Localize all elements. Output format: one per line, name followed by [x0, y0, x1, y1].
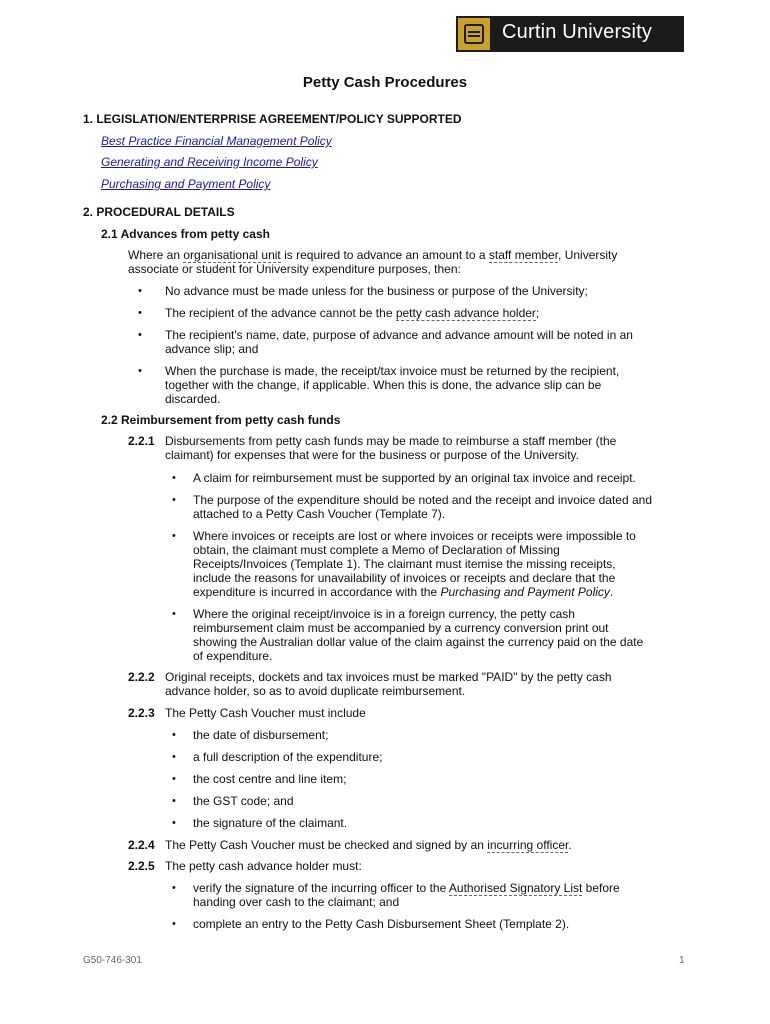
bullet-icon: •: [138, 329, 142, 341]
reimb-bullet-4-line-4: of expenditure.: [193, 649, 273, 663]
term-organisational-unit[interactable]: organisational unit: [183, 248, 281, 262]
voucher-item-2: a full description of the expenditure;: [193, 750, 383, 764]
bullet-icon: •: [172, 773, 176, 785]
page-title: Petty Cash Procedures: [302, 74, 468, 91]
document-code: G50-746-301: [83, 955, 142, 966]
reimb-bullet-3-line-5: [193, 585, 613, 599]
advance-bullet-3-line-1: The recipient's name, date, purpose of advance and advance amount will be noted in an: [165, 328, 633, 342]
bullet-icon: •: [172, 729, 176, 741]
bullet-icon: •: [138, 285, 142, 297]
advance-intro-line-2: associate or student for University expenditure purposes, then:: [128, 262, 461, 276]
logo-text: Curtin University: [502, 21, 653, 43]
reimb-bullet-3-line-4: include the reasons for unavailability of invoices or receipts and declare that the: [193, 571, 616, 585]
text-run: .: [609, 585, 614, 599]
advance-bullet-4-line-2: together with the change, if applicable. When this is done, the advance slip can be: [165, 378, 602, 392]
advance-bullet-4-line-1: When the purchase is made, the receipt/tax invoice must be returned by the recipient,: [165, 364, 620, 378]
term-authorised-signatory-list[interactable]: Authorised Signatory List: [448, 881, 583, 895]
advance-intro-line-1: [128, 248, 617, 262]
reimb-bullet-2-line-2: attached to a Petty Cash Voucher (Template 7).: [193, 507, 446, 521]
term-staff-member[interactable]: staff member: [488, 248, 559, 262]
page-number: 1: [679, 955, 685, 966]
reimb-bullet-3-line-1: Where invoices or receipts are lost or where invoices or receipts were impossible to: [193, 529, 636, 543]
bullet-icon: •: [172, 608, 176, 620]
text-run: .: [568, 838, 572, 852]
reimb-bullet-1: A claim for reimbursement must be supported by an original tax invoice and receipt.: [193, 471, 636, 485]
clause-number: 2.2.4: [128, 838, 155, 852]
section-1-heading: 1. LEGISLATION/ENTERPRISE AGREEMENT/POLICY SUPPORTED: [83, 112, 462, 126]
clause-number: 2.2.3: [128, 706, 155, 720]
policy-link-2[interactable]: Generating and Receiving Income Policy: [101, 155, 318, 169]
bullet-icon: •: [172, 472, 176, 484]
crest-icon: [458, 18, 490, 50]
reimb-bullet-3-line-2: obtain, the claimant must complete a Memo of Declaration of Missing: [193, 543, 560, 557]
bullet-icon: •: [172, 494, 176, 506]
curtin-logo: [456, 16, 684, 52]
term-petty-cash-advance-holder[interactable]: petty cash advance holder: [395, 306, 536, 320]
policy-link-3[interactable]: Purchasing and Payment Policy: [101, 177, 271, 191]
clause-2-2-1-line-2: claimant) for expenses that were for the business or purpose of the University.: [165, 448, 579, 462]
section-2-2-heading: 2.2 Reimbursement from petty cash funds: [101, 413, 341, 427]
clause-2-2-2-line-2: advance holder, so as to avoid duplicate reimbursement.: [165, 684, 466, 698]
reimb-bullet-3-line-3: Receipts/Invoices (Template 1). The claimant must itemise the missing receipts,: [193, 557, 616, 571]
clause-2-2-5-line-1: The petty cash advance holder must:: [165, 859, 362, 873]
text-run: The recipient of the advance cannot be the: [165, 306, 396, 320]
clause-2-2-4: [165, 838, 572, 852]
voucher-item-1: the date of disbursement;: [193, 728, 329, 742]
reimb-bullet-4-line-2: reimbursement claim must be accompanied by a currency conversion print out: [193, 621, 609, 635]
term-incurring-officer[interactable]: incurring officer: [487, 838, 569, 852]
clause-2-2-3-line-1: The Petty Cash Voucher must include: [165, 706, 366, 720]
reimb-bullet-4-line-3: showing the Australian dollar value of the claim against the currency paid on the date: [193, 635, 644, 649]
advance-bullet-1: No advance must be made unless for the business or purpose of the University;: [165, 284, 588, 298]
policy-reference: Purchasing and Payment Policy: [440, 585, 610, 599]
text-run: Where an: [128, 248, 184, 262]
bullet-icon: •: [172, 795, 176, 807]
text-run: is required to advance an amount to a: [280, 248, 489, 262]
bullet-icon: •: [172, 530, 176, 542]
advance-bullet-2: [165, 306, 539, 320]
text-run: ;: [535, 306, 540, 320]
bullet-icon: •: [172, 882, 176, 894]
clause-number: 2.2.5: [128, 859, 155, 873]
text-run: verify the signature of the incurring officer to the: [193, 881, 449, 895]
bullet-icon: •: [172, 817, 176, 829]
clause-number: 2.2.2: [128, 670, 155, 684]
voucher-item-4: the GST code; and: [193, 794, 294, 808]
bullet-icon: •: [138, 365, 142, 377]
text-run: before: [582, 881, 620, 895]
advance-bullet-3-line-2: advance slip; and: [165, 342, 259, 356]
text-run: , University: [558, 248, 618, 262]
text-run: The Petty Cash Voucher must be checked and signed by an: [165, 838, 488, 852]
bullet-icon: •: [172, 751, 176, 763]
voucher-item-3: the cost centre and line item;: [193, 772, 347, 786]
clause-2-2-1-line-1: Disbursements from petty cash funds may be made to reimburse a staff member (the: [165, 434, 617, 448]
section-2-heading: 2. PROCEDURAL DETAILS: [83, 205, 235, 219]
policy-link-1[interactable]: Best Practice Financial Management Policy: [101, 134, 332, 148]
clause-2-2-2-line-1: Original receipts, dockets and tax invoices must be marked "PAID" by the petty cash: [165, 670, 612, 684]
text-run: expenditure is incurred in accordance with the: [193, 585, 441, 599]
reimb-bullet-2-line-1: The purpose of the expenditure should be noted and the receipt and invoice dated and: [193, 493, 653, 507]
bullet-icon: •: [138, 307, 142, 319]
voucher-item-5: the signature of the claimant.: [193, 816, 348, 830]
holder-bullet-1-line-2: handing over cash to the claimant; and: [193, 895, 400, 909]
section-2-1-heading: 2.1 Advances from petty cash: [101, 227, 270, 241]
clause-number: 2.2.1: [128, 434, 155, 448]
holder-bullet-2: complete an entry to the Petty Cash Disbursement Sheet (Template 2).: [193, 917, 570, 931]
reimb-bullet-4-line-1: Where the original receipt/invoice is in a foreign currency, the petty cash: [193, 607, 575, 621]
holder-bullet-1-line-1: [193, 881, 620, 895]
advance-bullet-4-line-3: discarded.: [165, 392, 221, 406]
bullet-icon: •: [172, 918, 176, 930]
